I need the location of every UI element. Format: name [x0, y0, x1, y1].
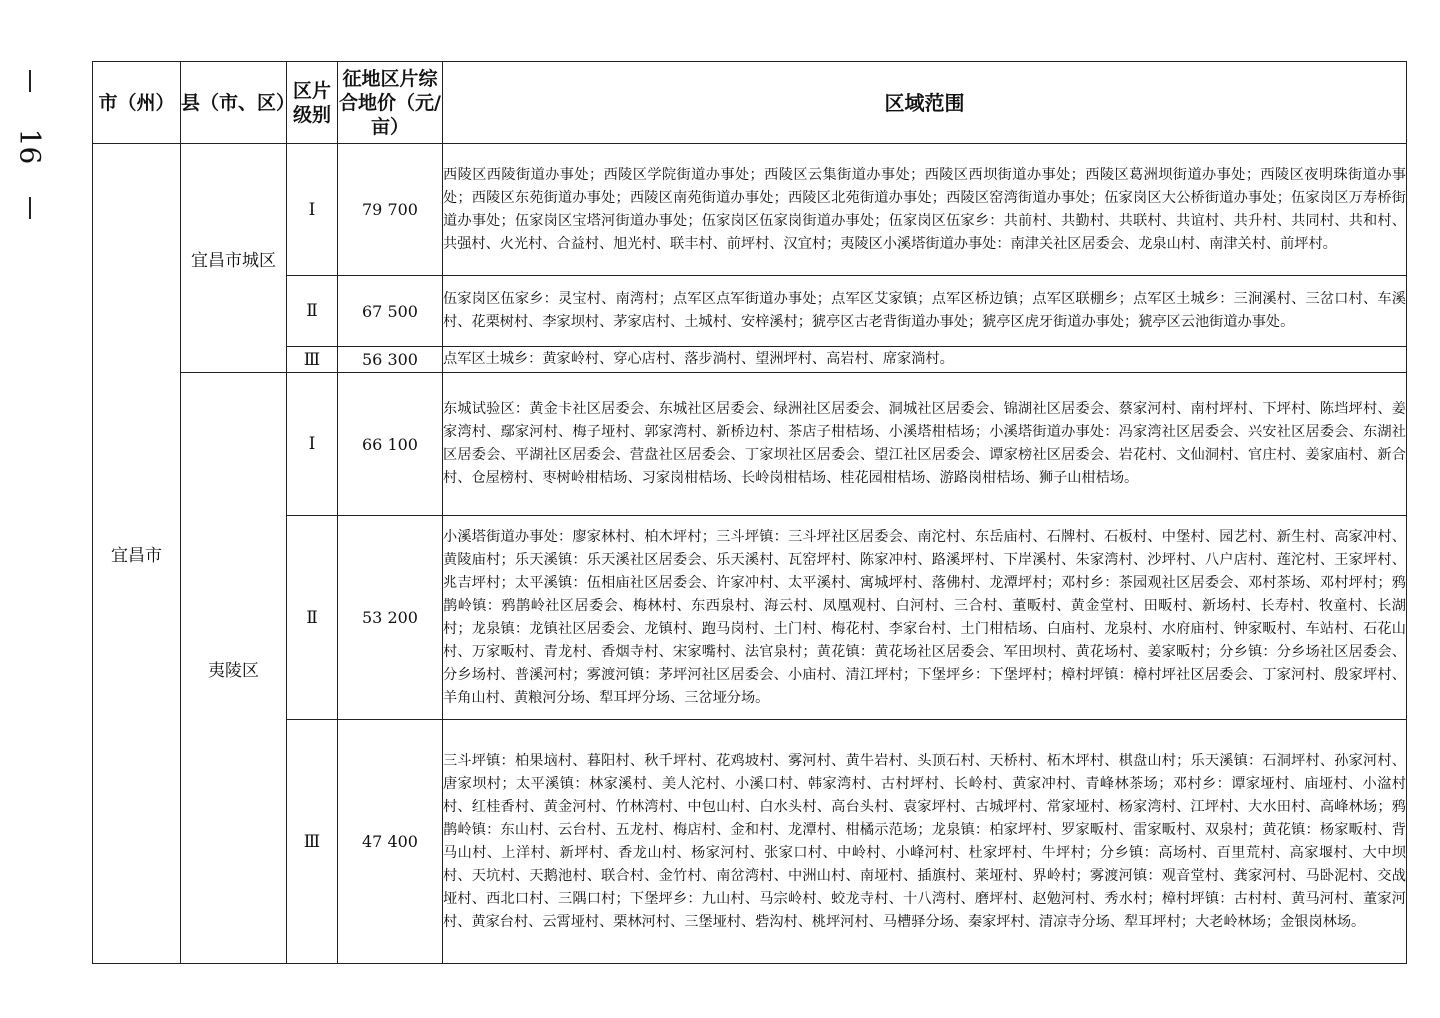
price-cell: 67 500: [338, 276, 443, 347]
header-price: 征地区片综合地价（元/亩）: [338, 62, 443, 144]
price-cell: 47 400: [338, 720, 443, 964]
table-row: [93, 720, 1407, 964]
table-row: [93, 347, 1407, 373]
page-number-text: 16: [13, 128, 47, 165]
page-number: [10, 70, 50, 210]
page-number-dash-bottom: [29, 197, 31, 219]
county-cell: 夷陵区: [181, 373, 287, 964]
price-cell: 56 300: [338, 347, 443, 373]
level-cell: Ⅲ: [287, 347, 338, 373]
range-cell: 小溪塔街道办事处：廖家林村、柏木坪村；三斗坪镇：三斗坪社区居委会、南沱村、东岳庙村、石牌村、石板村、中堡村、园艺村、新生村、高家冲村、黄陵庙村；乐天溪镇：乐天溪社区居委会、乐天溪村、瓦窑坪村、陈家冲村、路溪坪村、下岸溪村、朱家湾村、沙坪村、八户店村、莲沱村、王家坪村、兆吉坪村；太平溪镇：伍相庙社区居委会、许家冲村、太平溪村、寓城坪村、落佛村、龙潭坪村；邓村乡：茶园观社区居委会、邓村茶场、邓村坪村；鸦鹊岭镇：鸦鹊岭社区居委会、梅林村、东西泉村、海云村、凤凰观村、白河村、三合村、董畈村、黄金堂村、田畈村、新场村、长寿村、牧童村、长湖村；龙泉镇：龙镇社区居委会、龙镇村、跑马岗村、土门村、梅花村、李家台村、土门柑桔场、白庙村、龙泉村、水府庙村、钟家畈村、车站村、石花山村、万家畈村、青龙村、香烟寺村、宋家嘴村、法官泉村；黄花镇：黄花场社区居委会、军田坝村、黄花场村、姜家畈村；分乡镇：分乡场社区居委会、分乡场村、普溪河村；雾渡河镇：茅坪河社区居委会、小庙村、清江坪村；下堡坪乡：下堡坪村；樟村坪镇：樟村坪社区居委会、丁家河村、殷家坪村、羊角山村、黄粮河分场、犁耳坪分场、三岔垭分场。: [443, 516, 1407, 720]
level-cell: Ⅱ: [287, 516, 338, 720]
county-cell: 宜昌市城区: [181, 144, 287, 373]
range-cell: 伍家岗区伍家乡：灵宝村、南湾村；点军区点军街道办事处；点军区艾家镇；点军区桥边镇；点军区联棚乡；点军区土城乡：三涧溪村、三岔口村、车溪村、花栗树村、李家坝村、茅家店村、土城村、安梓溪村；猇亭区古老背街道办事处；猇亭区虎牙街道办事处；猇亭区云池街道办事处。: [443, 276, 1407, 347]
range-cell: 点军区土城乡：黄家岭村、穿心店村、落步淌村、望洲坪村、高岩村、席家淌村。: [443, 347, 1407, 373]
level-cell: Ⅱ: [287, 276, 338, 347]
city-cell: 宜昌市: [93, 144, 181, 964]
price-cell: 66 100: [338, 373, 443, 516]
header-city: 市（州）: [93, 62, 181, 144]
table-row: [93, 144, 1407, 276]
price-cell: 79 700: [338, 144, 443, 276]
table-row: [93, 276, 1407, 347]
level-cell: Ⅰ: [287, 373, 338, 516]
header-row: [93, 62, 1407, 144]
range-cell: 三斗坪镇：柏果垴村、暮阳村、秋千坪村、花鸡坡村、雾河村、黄牛岩村、头顶石村、天桥村、柘木坪村、棋盘山村；乐天溪镇：石洞坪村、孙家河村、唐家坝村；太平溪镇：林家溪村、美人沱村、小溪口村、韩家湾村、古村坪村、长岭村、黄家冲村、青峰林茶场；邓村乡：谭家垭村、庙垭村、小湓村村、红桂香村、黄金河村、竹林湾村、中包山村、白水头村、高台头村、袁家坪村、古城坪村、常家垭村、杨家湾村、江坪村、大水田村、高峰林场；鸦鹊岭镇：东山村、云台村、五龙村、梅店村、金和村、龙潭村、柑橘示范场；龙泉镇：柏家坪村、罗家畈村、雷家畈村、双泉村；黄花镇：杨家畈村、背马山村、上洋村、新坪村、香龙山村、杨家河村、张家口村、中岭村、小峰河村、杜家坪村、牛坪村；分乡镇：高场村、百里荒村、高家堰村、大中坝村、天坑村、天鹅池村、联合村、金竹村、南岔湾村、中洲山村、南垭村、插旗村、莱垭村、界岭村；雾渡河镇：观音堂村、龚家河村、马卧泥村、交战垭村、西北口村、三隅口村；下堡坪乡：九山村、马宗岭村、蛟龙寺村、十八湾村、磨坪村、赵勉河村、秀水村；樟村坪镇：古村村、黄马河村、董家河村、黄家台村、云霄垭村、栗林河村、三堡垭村、砦沟村、桃坪河村、马槽驿分场、秦家坪村、清凉寺分场、犁耳坪村；大老岭林场；金银岗林场。: [443, 720, 1407, 964]
header-level: 区片级别: [287, 62, 338, 144]
range-cell: 东城试验区：黄金卡社区居委会、东城社区居委会、绿洲社区居委会、洞城社区居委会、锦湖社区居委会、蔡家河村、南村坪村、下坪村、陈垱坪村、姜家湾村、鄢家河村、梅子垭村、郭家湾村、新桥边村、茶店子柑桔场、小溪塔柑桔场；小溪塔街道办事处：冯家湾社区居委会、兴安社区居委会、东湖社区居委会、平湖社区居委会、营盘社区居委会、丁家坝社区居委会、望江社区居委会、谭家榜社区居委会、岩花村、文仙洞村、官庄村、姜家庙村、新合村、仓屋榜村、枣树岭柑桔场、习家岗柑桔场、长岭岗柑桔场、桂花园柑桔场、游路岗柑桔场、狮子山柑桔场。: [443, 373, 1407, 516]
price-cell: 53 200: [338, 516, 443, 720]
page-number-dash-top: [29, 70, 31, 92]
header-range: 区域范围: [443, 62, 1407, 144]
table-row: [93, 373, 1407, 516]
level-cell: Ⅰ: [287, 144, 338, 276]
range-cell: 西陵区西陵街道办事处；西陵区学院街道办事处；西陵区云集街道办事处；西陵区西坝街道办事处；西陵区葛洲坝街道办事处；西陵区夜明珠街道办事处；西陵区东苑街道办事处；西陵区南苑街道办事处；西陵区北苑街道办事处；西陵区窑湾街道办事处；伍家岗区大公桥街道办事处；伍家岗区万寿桥街道办事处；伍家岗区宝塔河街道办事处；伍家岗区伍家岗街道办事处；伍家岗区伍家乡：共前村、共勤村、共联村、共谊村、共升村、共同村、共和村、共强村、火光村、合益村、旭光村、联丰村、前坪村、汉宜村；夷陵区小溪塔街道办事处：南津关社区居委会、龙泉山村、南津关村、前坪村。: [443, 144, 1407, 276]
land-price-table: [92, 61, 1407, 964]
level-cell: Ⅲ: [287, 720, 338, 964]
header-county: 县（市、区）: [181, 62, 287, 144]
table-row: [93, 516, 1407, 720]
